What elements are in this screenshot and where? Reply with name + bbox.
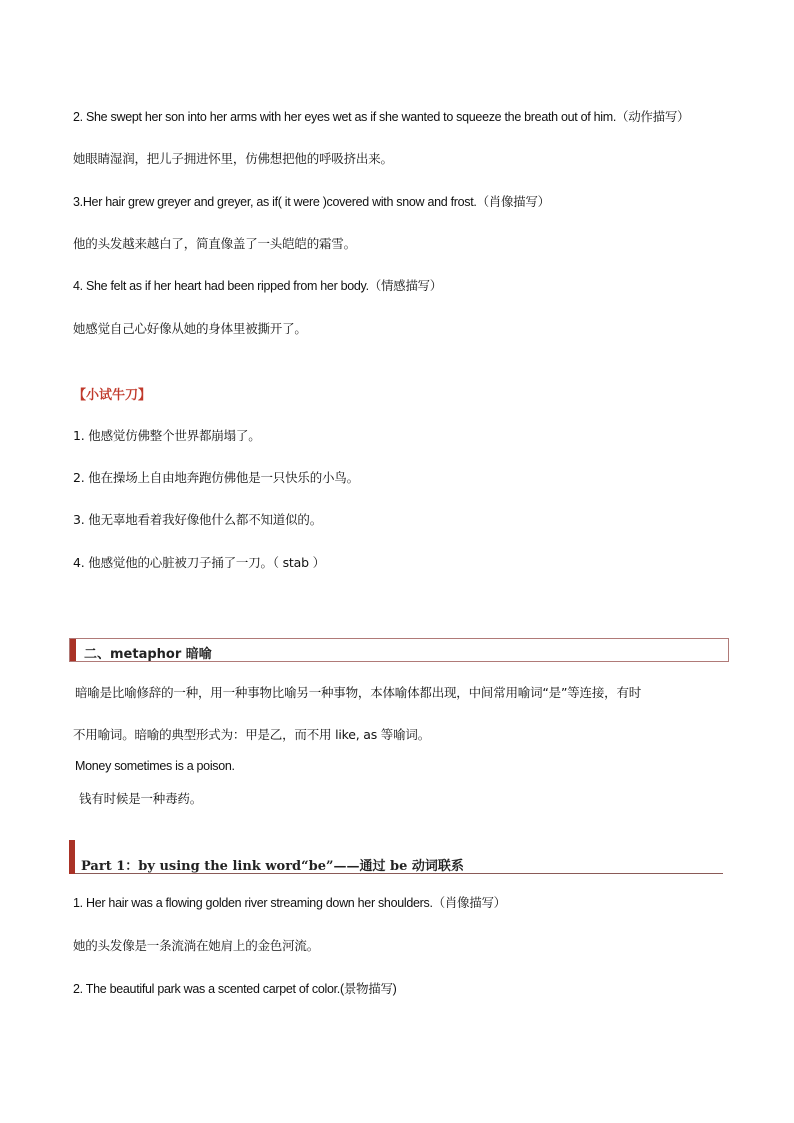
part1-line-3: 2. The beautiful park was a scented carpet of color.(景物描写) — [73, 982, 397, 996]
part1-accent-bar — [69, 840, 75, 874]
example-sentence-2-zh: 她眼睛湿润，把儿子拥进怀里，仿佛想把他的呼吸挤出来。 — [73, 151, 393, 166]
example-sentence-4-en: 4. She felt as if her heart had been ripped from her body.（情感描写） — [73, 279, 442, 293]
practice-item-2: 2. 他在操场上自由地奔跑仿佛他是一只快乐的小鸟。 — [73, 470, 359, 485]
part1-title: Part 1：by using the link word“be”——通过 be 动词联系 — [81, 859, 464, 874]
metaphor-description-line-2: 不用喻词。暗喻的典型形式为：甲是乙，而不用 like, as 等喻词。 — [73, 727, 430, 742]
metaphor-description-line-1: 暗喻是比喻修辞的一种，用一种事物比喻另一种事物，本体喻体都出现，中间常用喻词“是”等连接，有时 — [75, 685, 642, 700]
example-sentence-3-zh: 他的头发越来越白了，简直像盖了一头皑皑的霜雪。 — [73, 236, 356, 251]
section-heading-box — [69, 638, 729, 662]
section-title: 二、metaphor 暗喻 — [84, 647, 212, 662]
practice-item-4: 4. 他感觉他的心脏被刀子捅了一刀。（ stab ） — [73, 555, 325, 570]
part1-line-2: 她的头发像是一条流淌在她肩上的金色河流。 — [73, 938, 320, 953]
practice-item-1: 1. 他感觉仿佛整个世界都崩塌了。 — [73, 428, 261, 443]
example-sentence-4-zh: 她感觉自己心好像从她的身体里被撕开了。 — [73, 321, 307, 336]
metaphor-example-zh: 钱有时候是一种毒药。 — [79, 791, 203, 806]
practice-heading: 【小试牛刀】 — [73, 388, 152, 403]
section-accent-bar — [70, 639, 76, 661]
metaphor-example-en: Money sometimes is a poison. — [75, 759, 235, 773]
example-sentence-3-en: 3.Her hair grew greyer and greyer, as if( it were )covered with snow and frost.（肖像描写） — [73, 195, 550, 209]
part1-line-1: 1. Her hair was a flowing golden river streaming down her shoulders.（肖像描写） — [73, 896, 506, 910]
example-sentence-2-en: 2. She swept her son into her arms with her eyes wet as if she wanted to squeeze the breath out of him.（动作描写） — [73, 110, 690, 124]
practice-item-3: 3. 他无辜地看着我好像他什么都不知道似的。 — [73, 512, 323, 527]
